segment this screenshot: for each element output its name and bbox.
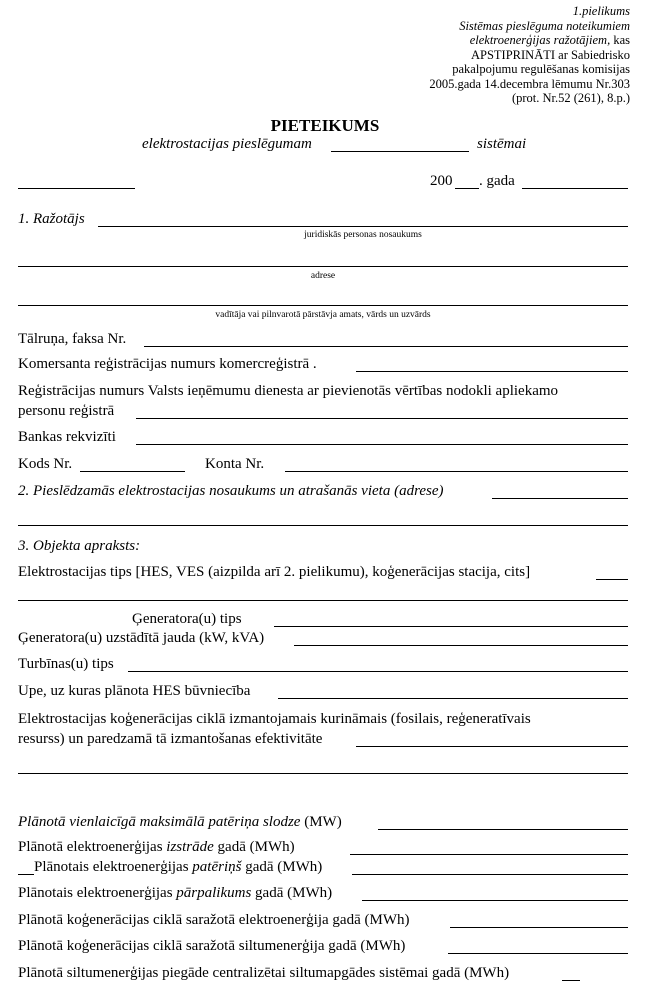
code-field[interactable] xyxy=(80,471,185,472)
page-title: PIETEIKUMS xyxy=(270,116,380,135)
heat-supply-label: Plānotā siltumenerģijas piegāde centralizētai siltumapgādes sistēmai gadā (MWh) xyxy=(18,965,510,981)
header-line-3-rest: kas xyxy=(610,33,630,47)
header-line-3 xyxy=(429,33,630,48)
date-field[interactable] xyxy=(522,188,628,189)
year-prefix: 200 xyxy=(430,173,453,189)
vat-reg-field[interactable] xyxy=(136,418,628,419)
generator-power-label: Ģeneratora(u) uzstādītā jauda (kW, kVA) xyxy=(18,630,265,646)
surplus-label-a: Plānotais elektroenerģijas xyxy=(18,885,177,901)
turbine-type-field[interactable] xyxy=(128,671,628,672)
max-load-label xyxy=(18,814,342,831)
production-field[interactable] xyxy=(350,854,628,855)
turbine-type-label: Turbīnas(u) tips xyxy=(18,656,114,672)
address-field[interactable] xyxy=(18,266,628,267)
system-name-field[interactable] xyxy=(331,151,469,152)
commercial-reg-label: Komersanta reģistrācijas numurs komercreģistrā . xyxy=(18,356,317,372)
consumption-label-c: gadā (MWh) xyxy=(241,859,323,875)
cogen-electric-field[interactable] xyxy=(450,927,628,928)
surplus-label-c: gadā (MWh) xyxy=(251,885,333,901)
place-field[interactable] xyxy=(18,188,135,189)
heat-supply-field[interactable] xyxy=(562,980,580,981)
cogen-heat-field[interactable] xyxy=(448,953,628,954)
generator-type-field[interactable] xyxy=(274,626,628,627)
station-type-label: Elektrostacijas tips [HES, VES (aizpilda arī 2. pielikumu), koģenerācijas stacija, cits] xyxy=(18,564,531,580)
cogen-heat-label: Plānotā koģenerācijas ciklā saražotā siltumenerģija gadā (MWh) xyxy=(18,938,406,954)
river-label: Upe, uz kuras plānota HES būvniecība xyxy=(18,683,251,699)
head-person-caption: vadītāja vai pilnvarotā pārstāvja amats, vārds un uzvārds xyxy=(215,310,431,320)
consumption-prefix-field[interactable] xyxy=(18,874,34,875)
fuel-field[interactable] xyxy=(356,746,628,747)
max-load-unit: (MW) xyxy=(300,814,342,830)
station-type-field-2[interactable] xyxy=(18,600,628,601)
subtitle-prefix: elektrostacijas pieslēgumam xyxy=(142,136,312,152)
generator-power-field[interactable] xyxy=(294,645,628,646)
document-header xyxy=(429,4,630,106)
vat-reg-label-1: Reģistrācijas numurs Valsts ieņēmumu dienesta ar pievienotās vērtības nodokli apliekamo xyxy=(18,383,559,399)
max-load-label-italic: Plānotā vienlaicīgā maksimālā patēriņa slodze xyxy=(18,814,301,830)
year-field[interactable] xyxy=(455,188,479,189)
address-caption: adrese xyxy=(310,271,336,281)
station-type-field[interactable] xyxy=(596,579,628,580)
station-location-field-2[interactable] xyxy=(18,525,628,526)
section3-heading: 3. Objekta apraksts: xyxy=(18,538,141,554)
consumption-field[interactable] xyxy=(352,874,628,875)
station-location-field[interactable] xyxy=(492,498,628,499)
surplus-label xyxy=(18,885,332,902)
bank-field[interactable] xyxy=(136,444,628,445)
header-line-2: Sistēmas pieslēguma noteikumiem xyxy=(459,18,630,33)
appendix-label: 1.pielikums xyxy=(572,4,630,18)
subtitle-suffix: sistēmai xyxy=(477,136,527,152)
header-line-5: pakalpojumu regulēšanas komisijas xyxy=(452,62,630,76)
production-label xyxy=(18,839,295,856)
account-label: Konta Nr. xyxy=(205,456,265,472)
bank-label: Bankas rekvizīti xyxy=(18,429,116,445)
producer-heading: 1. Ražotājs xyxy=(18,211,85,227)
header-line-4: APSTIPRINĀTI ar Sabiedrisko xyxy=(470,47,630,62)
legal-name-caption: juridiskās personas nosaukums xyxy=(304,230,422,240)
code-label: Kods Nr. xyxy=(18,456,73,472)
account-field[interactable] xyxy=(285,471,628,472)
header-line-3-italic: elektroenerģijas ražotājiem, xyxy=(469,33,611,47)
year-suffix: . gada xyxy=(479,173,515,189)
commercial-reg-field[interactable] xyxy=(356,371,628,372)
legal-name-field[interactable] xyxy=(98,226,628,227)
generator-type-label: Ģeneratora(u) tips xyxy=(132,611,242,627)
max-load-field[interactable] xyxy=(378,829,628,830)
river-field[interactable] xyxy=(278,698,628,699)
surplus-label-b: pārpalikums xyxy=(176,885,252,901)
header-line-6: 2005.gada 14.decembra lēmumu Nr.303 xyxy=(429,76,630,91)
fuel-label-2: resurss) un paredzamā tā izmantošanas efektivitāte xyxy=(18,731,323,747)
header-line-7: (prot. Nr.52 (261), 8.p.) xyxy=(511,91,630,105)
section2-label: 2. Pieslēdzamās elektrostacijas nosaukums un atrašanās vieta (adrese) xyxy=(18,483,444,499)
surplus-field[interactable] xyxy=(362,900,628,901)
production-label-c: gadā (MWh) xyxy=(213,839,295,855)
phone-label: Tālruņa, faksa Nr. xyxy=(18,331,127,347)
phone-field[interactable] xyxy=(144,346,628,347)
production-label-b: izstrāde xyxy=(166,839,214,855)
consumption-label-a: Plānotais elektroenerģijas xyxy=(34,859,193,875)
consumption-label xyxy=(34,859,322,876)
head-person-field[interactable] xyxy=(18,305,628,306)
cogen-electric-label: Plānotā koģenerācijas ciklā saražotā elektroenerģija gadā (MWh) xyxy=(18,912,410,928)
fuel-field-2[interactable] xyxy=(18,773,628,774)
vat-reg-label-2: personu reģistrā xyxy=(18,403,115,419)
fuel-label-1: Elektrostacijas koģenerācijas ciklā izmantojamais kurināmais (fosilais, reģeneratīvais xyxy=(18,711,531,727)
consumption-label-b: patēriņš xyxy=(192,859,242,875)
production-label-a: Plānotā elektroenerģijas xyxy=(18,839,167,855)
